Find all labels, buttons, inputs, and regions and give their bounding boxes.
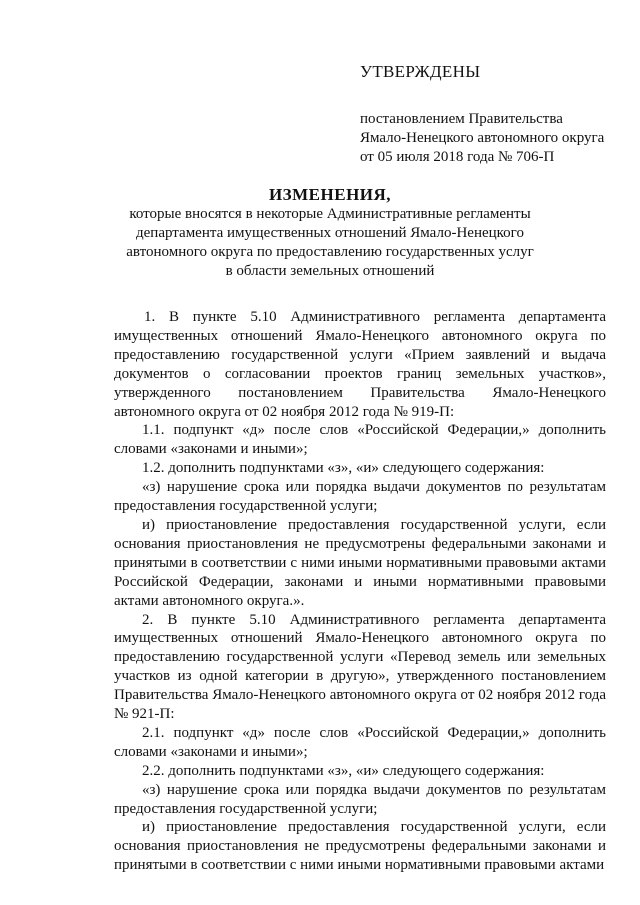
approval-heading: УТВЕРЖДЕНЫ	[360, 62, 481, 81]
document-title: ИЗМЕНЕНИЯ,	[268, 185, 392, 204]
approval-line: от 05 июля 2018 года № 706-П	[360, 149, 555, 165]
paragraph-item-1: 1. В пункте 5.10 Административного регламента департамента имущественных отношений Ямало-Ненецкого автономного округа по предоставлению государственной услуги «Прием заявлений и выдача документов о согласовании проектов границ земельных участков», утвержденного постановлением Правительства Ямало-Ненецкого автономного округа от 02 ноября 2012 года № 919-П:	[114, 309, 606, 420]
approval-line: Ямало-Ненецкого автономного округа	[360, 130, 605, 146]
paragraph-item-2-2: 2.2. дополнить подпунктами «з», «и» следующего содержания:	[142, 762, 545, 779]
document-subtitle-line: в области земельных отношений	[225, 263, 435, 279]
document-body	[114, 308, 606, 875]
paragraph-item-2: 2. В пункте 5.10 Административного регламента департамента имущественных отношений Ямало-Ненецкого автономного округа по предоставлению государственной услуги «Перевод земель или земельных участков из одной категории в другую», утвержденного постановлением Правительства Ямало-Ненецкого автономного округа от 02 ноября 2012 года № 921-П:	[114, 611, 606, 723]
paragraph-subitem-i: и) приостановление предоставления государственной услуги, если основания приостановления не предусмотрены федеральными законами и принятыми в соответствии с ними иными нормативными правовыми актами	[114, 819, 606, 874]
paragraph-item-1-1: 1.1. подпункт «д» после слов «Российской Федерации,» дополнить словами «законами и иными»;	[114, 422, 606, 458]
paragraph-subitem-i: и) приостановление предоставления государственной услуги, если основания приостановления не предусмотрены федеральными законами и принятыми в соответствии с ними иными нормативными правовыми актами Российской Федерации, законами и иными нормативными правовыми актами автономного округа.».	[114, 516, 606, 609]
document-subtitle-line: департамента имущественных отношений Ямало-Ненецкого	[136, 225, 524, 241]
paragraph-item-1-2: 1.2. дополнить подпунктами «з», «и» следующего содержания:	[142, 460, 545, 477]
document-subtitle-line: автономного округа по предоставлению государственных услуг	[126, 244, 534, 260]
document-title-block	[100, 185, 560, 281]
approval-line: постановлением Правительства	[360, 111, 563, 127]
approval-stamp	[360, 62, 620, 167]
paragraph-item-2-1: 2.1. подпункт «д» после слов «Российской Федерации,» дополнить словами «законами и иными»;	[114, 724, 606, 760]
paragraph-subitem-z: «з) нарушение срока или порядка выдачи документов по результатам предоставления государственной услуги;	[114, 479, 606, 515]
document-subtitle-line: которые вносятся в некоторые Административные регламенты	[129, 206, 531, 222]
paragraph-subitem-z: «з) нарушение срока или порядка выдачи документов по результатам предоставления государственной услуги;	[114, 781, 606, 817]
